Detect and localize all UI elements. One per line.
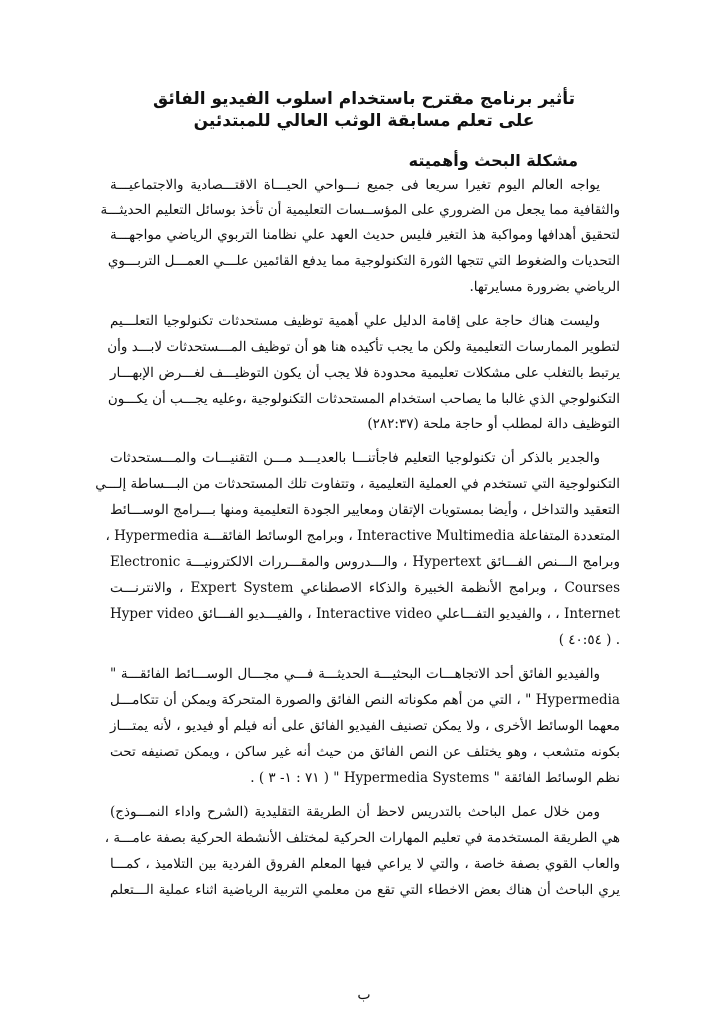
text-line: الرياضي بضرورة مسايرتها. [469,279,620,295]
text-line: يري الباحث أن هناك بعض الاخطاء التي تقع من معلمي التربية الرياضية اثناء عملية الـــتعلم [110,882,620,898]
document-title-line-2: على تعلم مسابقة الوثب العالي للمبتدئين [193,111,535,131]
section-heading: مشكلة البحث وأهميته [408,151,578,170]
text-line: هي الطريقة المستخدمة في تعليم المهارات الحركية لمختلف الأنشطة الحركية بصفة عامـــة ، [104,830,620,846]
text-line: Hypermedia " ، التي من أهم مكوناته النص الفائق والصورة المتحركة ويمكن أن تتكامـــل [110,692,620,708]
text-line: التحديات والضغوط التي تتجها الثورة التكنولوجية مما يدفع القائمين علـــي العمـــل التربـــوي [107,253,620,269]
text-line: وبرامج الـــنص الفـــائق Hypertext ، والـــدروس والمقـــررات الالكترونيـــة Electronic [110,554,620,570]
text-line: التعقيد والتداخل ، وأيضا بمستويات الإتقان ومعايير الجودة التعليمية ومنها بـــرامج الوســـائط [110,502,620,518]
page-number: ب [357,987,371,1003]
text-line: التكنولوجي الذي غالبا ما يصاحب استخدام المستحدثات التكنولوجية ،وعليه يجـــب أن يكـــون [107,391,620,407]
text-line: معهما الوسائط الأخرى ، ولا يمكن تصنيف الفيديو الفائق على أنه فيلم أو فيديو ، لأنه يمتـــاز [110,718,620,734]
text-line: ومن خلال عمل الباحث بالتدريس لاحظ أن الطريقة التقليدية (الشرح واداء النمـــوذج) [110,804,600,820]
text-line: لتحقيق أهدافها ومواكبة هذ التغير فليس حديث العهد علي نظامنا التربوي الرياضي مواجهـــة [110,227,620,243]
text-line: والعاب القوي بصفة خاصة ، والتي لا يراعي فيها المعلم الفروق الفردية بين التلاميذ ، كمـــا [110,856,620,872]
text-line: والفيديو الفائق أحد الاتجاهـــات البحثيـــة الحديثـــة فـــي مجـــال الوســـائط الفائقـــة " [110,666,600,682]
text-line: المتعددة المتفاعلة Interactive Multimedia ، وبرامج الوسائط الفائقـــة Hypermedia ، [105,528,620,544]
text-line: وليست هناك حاجة على إقامة الدليل علي أهمية توظيف مستحدثات تكنولوجيا التعلـــيم [110,313,600,329]
text-line: بكونه متشعب ، وهو يختلف عن النص الفائق من حيث أنه غير ساكن ، ويمكن تصنيفه تحت [110,744,620,760]
text-line: التوظيف دالة لمطلب أو حاجة ملحة (٢٨٢:٣٧) [367,416,620,432]
text-line: Courses ، وبرامج الأنظمة الخبيرة والذكاء الاصطناعي Expert System ، والانترنـــت [110,580,620,596]
text-line: يرتبط بالتغلب على مشكلات تعليمية محدودة فلا يجب أن يكون التوظيـــف لغـــرض الإبهـــار [110,365,620,381]
text-line: . ( ٤٠:٥٤ ) [558,632,620,648]
document-title-line-1: تأثير برنامج مقترح باستخدام اسلوب الفيديو الفائق [153,89,575,109]
text-line: والجدير بالذكر أن تكنولوجيا التعليم فاجأتنـــا بالعديـــد مـــن التقنيـــات والمـــستحدثات [110,450,600,466]
text-line: لتطوير الممارسات التعليمية ولكن ما يجب تأكيده هنا هو أن توظيف المـــستحدثات لابـــد وأن [107,339,620,355]
text-line: نظم الوسائط الفائقة " Hypermedia Systems " ( ٧١ : ١- ٣ ) . [250,770,620,786]
text-line: التكنولوجية التي تستخدم في العملية التعليمية ، وتتفاوت تلك المستحدثات من البـــساطة إلـــي [95,476,620,492]
text-line: Internet ، ، والفيديو التفـــاعلي Interactive video ، والفيـــديو الفـــائق Hyper video [110,606,621,622]
text-line: يواجه العالم اليوم تغيرا سريعا فى جميع نـــواحي الحيـــاة الاقتـــصادية والاجتماعيـــة [110,177,600,193]
text-line: والثقافية مما يجعل من الضروري على المؤســسات التعليمية أن تأخذ بوسائل التعليم الحديثـــة [100,202,620,218]
